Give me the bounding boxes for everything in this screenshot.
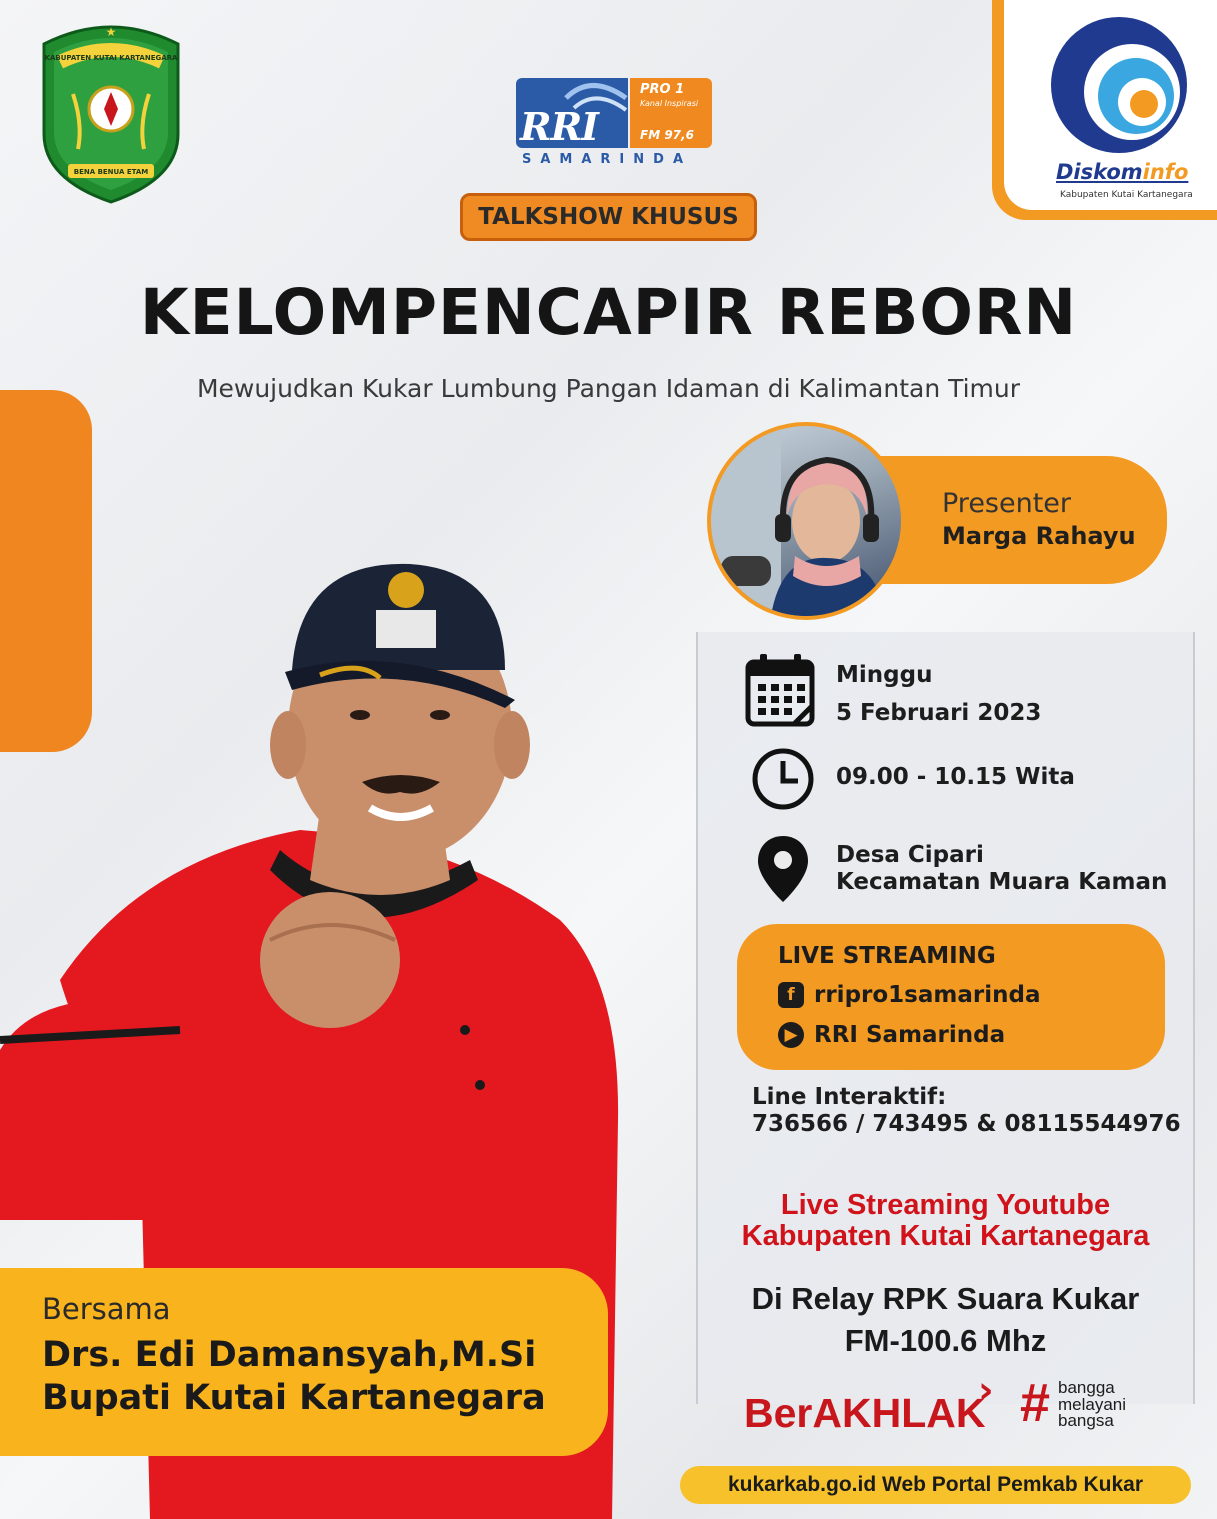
facebook-handle: rripro1samarinda [814, 982, 1041, 1008]
relay-line2: FM-100.6 Mhz [844, 1323, 1047, 1358]
presenter-photo [707, 422, 905, 620]
diskominfo-logo [1004, 0, 1217, 210]
footer-website[interactable]: kukarkab.go.id Web Portal Pemkab Kukar [680, 1466, 1191, 1504]
guest-role: Bupati Kutai Kartanegara [42, 1377, 546, 1418]
location-pin-icon [756, 834, 810, 908]
location-line2: Kecamatan Muara Kaman [836, 869, 1168, 895]
guest-name: Drs. Edi Damansyah,M.Si [42, 1335, 537, 1375]
guest-name-block [42, 1334, 546, 1419]
facebook-icon: f [778, 982, 804, 1008]
guest-label: Bersama [42, 1292, 171, 1326]
schedule-date: 5 Februari 2023 [836, 700, 1042, 726]
schedule-day: Minggu [836, 662, 933, 688]
rri-samarinda-logo [516, 76, 712, 168]
svg-text:BENA BENUA ETAM: BENA BENUA ETAM [73, 168, 149, 176]
rri-kanal-text: Kanal Inspirasi [640, 99, 699, 108]
youtube-note-line1: Live Streaming Youtube [780, 1189, 1111, 1221]
diskominfo-title: Diskominfo [1056, 160, 1189, 184]
event-title: KELOMPENCAPIR REBORN [139, 276, 1078, 349]
diskominfo-subtitle: Kabupaten Kutai Kartanegara [1060, 190, 1193, 200]
svg-text:★: ★ [105, 25, 117, 39]
youtube-note-line2: Kabupaten Kutai Kartanegara [741, 1220, 1150, 1252]
interactive-label: Line Interaktif: [752, 1084, 947, 1110]
diskominfo-corner [992, 0, 1217, 220]
relay-line1: Di Relay RPK Suara Kukar [751, 1281, 1140, 1316]
youtube-channel: RRI Samarinda [814, 1022, 1006, 1048]
berakhlak-logo: BerAKHLAK [744, 1390, 986, 1436]
facebook-link[interactable] [778, 982, 1040, 1008]
presenter-label: Presenter [942, 488, 1072, 519]
location-line1: Desa Cipari [836, 842, 984, 868]
youtube-link[interactable] [778, 1022, 1005, 1048]
hashtag-icon: # [1020, 1373, 1051, 1433]
youtube-icon: ▶ [778, 1022, 804, 1048]
interactive-numbers: 736566 / 743495 & 08115544976 [752, 1111, 1181, 1137]
talkshow-badge: TALKSHOW KHUSUS [460, 193, 757, 241]
rri-logo-text: RRI [520, 104, 598, 149]
clock-icon [750, 746, 816, 816]
svg-text:KABUPATEN KUTAI KARTANEGARA: KABUPATEN KUTAI KARTANEGARA [44, 54, 178, 62]
rri-fm-text: FM 97,6 [640, 128, 694, 142]
kukar-emblem-logo [38, 14, 184, 204]
live-streaming-title: LIVE STREAMING [778, 943, 996, 969]
bangga-melayani-bangsa: bangga melayani bangsa [1058, 1378, 1127, 1431]
calendar-icon [744, 652, 820, 732]
rri-city-text: SAMARINDA [522, 152, 693, 167]
schedule-time: 09.00 - 10.15 Wita [836, 764, 1075, 790]
event-subtitle: Mewujudkan Kukar Lumbung Pangan Idaman di Kalimantan Timur [196, 374, 1021, 403]
presenter-name: Marga Rahayu [942, 522, 1136, 550]
chevron-right-icon: › [978, 1368, 994, 1412]
presenter-bar [860, 456, 1167, 584]
rri-pro-text: PRO 1 [640, 82, 685, 97]
